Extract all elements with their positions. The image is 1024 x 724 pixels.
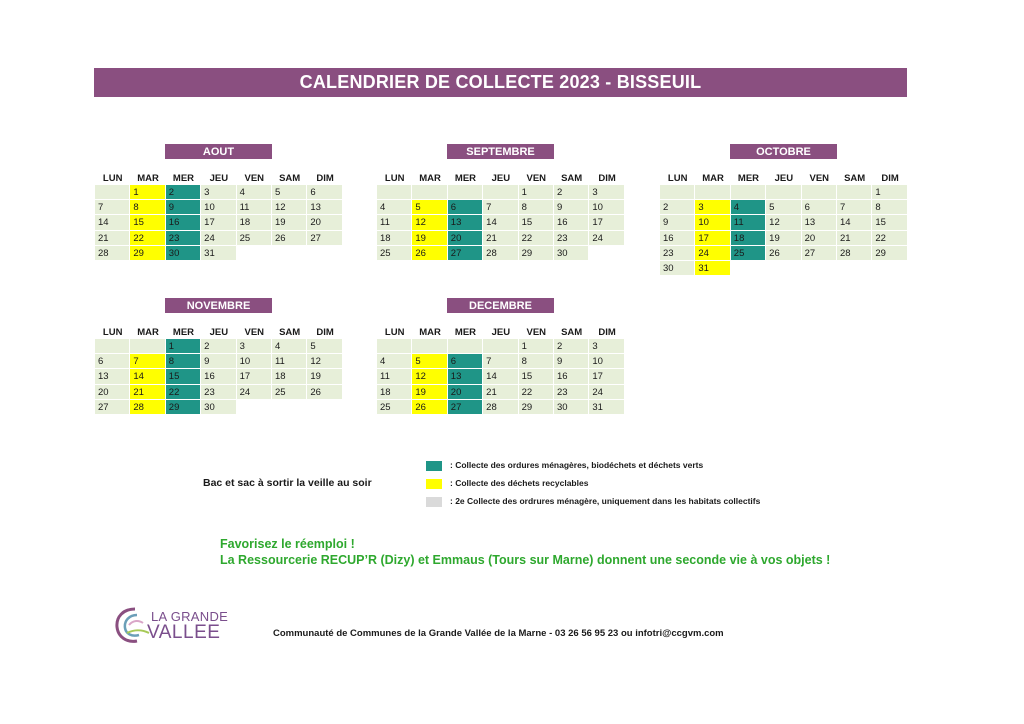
day-cell: 23 bbox=[554, 385, 589, 400]
day-cell: 22 bbox=[519, 385, 554, 400]
day-cell: 27 bbox=[307, 231, 342, 246]
weekday-label: MER bbox=[454, 173, 477, 184]
weekday-label: VEN bbox=[244, 327, 265, 338]
week-row bbox=[377, 354, 625, 369]
day-cell: 13 bbox=[802, 215, 837, 230]
day-cell: 5 bbox=[272, 185, 307, 200]
day-cell: 15 bbox=[130, 215, 165, 230]
week-row bbox=[95, 185, 343, 200]
week-row bbox=[377, 185, 625, 200]
empty-day-cell bbox=[237, 246, 272, 261]
month-title: OCTOBRE bbox=[730, 144, 837, 159]
day-cell: 26 bbox=[272, 231, 307, 246]
day-cell: 18 bbox=[237, 215, 272, 230]
day-cell: 18 bbox=[377, 385, 412, 400]
empty-day-cell bbox=[377, 185, 412, 200]
empty-day-cell bbox=[837, 185, 872, 200]
day-cell: 24 bbox=[201, 231, 236, 246]
weekday-label: DIM bbox=[598, 173, 616, 184]
week-row bbox=[95, 215, 343, 230]
day-cell: 2 bbox=[554, 339, 589, 354]
legend-label: : Collecte des déchets recyclables bbox=[450, 478, 589, 488]
day-cell: 28 bbox=[483, 400, 518, 415]
day-cell: 2 bbox=[201, 339, 236, 354]
day-cell: 3 bbox=[695, 200, 730, 215]
weekday-label: MAR bbox=[137, 327, 159, 338]
day-cell: 16 bbox=[166, 215, 201, 230]
day-cell: 18 bbox=[731, 231, 766, 246]
day-cell: 16 bbox=[554, 215, 589, 230]
day-cell: 1 bbox=[166, 339, 201, 354]
week-row bbox=[95, 400, 343, 415]
weekday-label: MAR bbox=[702, 173, 724, 184]
day-cell: 1 bbox=[872, 185, 907, 200]
day-cell: 27 bbox=[448, 400, 483, 415]
day-cell: 2 bbox=[166, 185, 201, 200]
day-cell: 2 bbox=[660, 200, 695, 215]
day-cell: 12 bbox=[766, 215, 801, 230]
empty-day-cell bbox=[448, 185, 483, 200]
day-cell: 26 bbox=[412, 400, 447, 415]
footer-contact: Communauté de Communes de la Grande Vallée de la Marne - 03 26 56 95 23 ou infotri@ccgvm.com bbox=[273, 628, 724, 639]
day-cell: 25 bbox=[272, 385, 307, 400]
day-cell: 19 bbox=[766, 231, 801, 246]
week-row bbox=[377, 385, 625, 400]
week-row bbox=[660, 231, 908, 246]
day-cell: 28 bbox=[837, 246, 872, 261]
day-cell: 15 bbox=[519, 215, 554, 230]
day-cell: 21 bbox=[95, 231, 130, 246]
week-row bbox=[95, 385, 343, 400]
day-cell: 30 bbox=[554, 246, 589, 261]
logo-text-line2: VALLEE bbox=[147, 622, 221, 643]
day-cell: 7 bbox=[130, 354, 165, 369]
weekday-header bbox=[95, 172, 343, 185]
day-cell: 25 bbox=[731, 246, 766, 261]
weekday-label: MER bbox=[454, 327, 477, 338]
weekday-label: JEU bbox=[209, 327, 229, 338]
weekday-label: MER bbox=[737, 173, 760, 184]
day-cell: 17 bbox=[589, 369, 624, 384]
day-cell: 10 bbox=[589, 200, 624, 215]
day-cell: 11 bbox=[731, 215, 766, 230]
week-row bbox=[377, 246, 625, 261]
week-row bbox=[660, 261, 908, 276]
day-cell: 8 bbox=[872, 200, 907, 215]
empty-day-cell bbox=[766, 185, 801, 200]
empty-day-cell bbox=[766, 261, 801, 276]
day-cell: 5 bbox=[412, 200, 447, 215]
day-cell: 20 bbox=[448, 385, 483, 400]
day-cell: 22 bbox=[519, 231, 554, 246]
weekday-label: SAM bbox=[561, 327, 583, 338]
weekday-header bbox=[377, 172, 625, 185]
day-cell: 23 bbox=[166, 231, 201, 246]
day-cell: 29 bbox=[519, 246, 554, 261]
day-cell: 23 bbox=[660, 246, 695, 261]
day-cell: 7 bbox=[483, 200, 518, 215]
day-cell: 24 bbox=[589, 231, 624, 246]
day-cell: 7 bbox=[837, 200, 872, 215]
day-cell: 9 bbox=[660, 215, 695, 230]
day-cell: 24 bbox=[237, 385, 272, 400]
day-cell: 14 bbox=[483, 369, 518, 384]
day-cell: 6 bbox=[307, 185, 342, 200]
day-cell: 9 bbox=[166, 200, 201, 215]
day-cell: 18 bbox=[377, 231, 412, 246]
day-cell: 7 bbox=[483, 354, 518, 369]
day-cell: 25 bbox=[237, 231, 272, 246]
day-cell: 17 bbox=[237, 369, 272, 384]
empty-day-cell bbox=[731, 185, 766, 200]
weekday-label: LUN bbox=[384, 327, 405, 338]
day-cell: 8 bbox=[130, 200, 165, 215]
day-cell: 4 bbox=[272, 339, 307, 354]
day-cell: 11 bbox=[237, 200, 272, 215]
weekday-header bbox=[660, 172, 908, 185]
empty-day-cell bbox=[130, 339, 165, 354]
day-cell: 26 bbox=[307, 385, 342, 400]
month-title: SEPTEMBRE bbox=[447, 144, 554, 159]
day-cell: 20 bbox=[95, 385, 130, 400]
day-cell: 29 bbox=[519, 400, 554, 415]
day-cell: 2 bbox=[554, 185, 589, 200]
week-row bbox=[377, 339, 625, 354]
legend-swatch bbox=[426, 479, 442, 489]
day-cell: 29 bbox=[166, 400, 201, 415]
day-cell: 10 bbox=[201, 200, 236, 215]
month-title: AOUT bbox=[165, 144, 272, 159]
empty-day-cell bbox=[95, 185, 130, 200]
day-cell: 17 bbox=[201, 215, 236, 230]
day-cell: 3 bbox=[589, 185, 624, 200]
day-cell: 13 bbox=[95, 369, 130, 384]
week-row bbox=[377, 215, 625, 230]
day-cell: 14 bbox=[837, 215, 872, 230]
day-cell: 28 bbox=[95, 246, 130, 261]
month-grid bbox=[95, 339, 343, 415]
day-cell: 26 bbox=[766, 246, 801, 261]
weekday-header bbox=[95, 326, 343, 339]
day-cell: 21 bbox=[483, 385, 518, 400]
day-cell: 30 bbox=[201, 400, 236, 415]
day-cell: 8 bbox=[519, 200, 554, 215]
day-cell: 14 bbox=[483, 215, 518, 230]
month-grid bbox=[377, 339, 625, 415]
day-cell: 13 bbox=[448, 215, 483, 230]
day-cell: 22 bbox=[130, 231, 165, 246]
day-cell: 21 bbox=[483, 231, 518, 246]
day-cell: 1 bbox=[519, 339, 554, 354]
weekday-label: DIM bbox=[316, 173, 334, 184]
day-cell: 1 bbox=[519, 185, 554, 200]
empty-day-cell bbox=[377, 339, 412, 354]
day-cell: 30 bbox=[660, 261, 695, 276]
day-cell: 28 bbox=[483, 246, 518, 261]
week-row bbox=[377, 231, 625, 246]
day-cell: 28 bbox=[130, 400, 165, 415]
day-cell: 10 bbox=[589, 354, 624, 369]
day-cell: 24 bbox=[589, 385, 624, 400]
day-cell: 11 bbox=[377, 215, 412, 230]
week-row bbox=[95, 339, 343, 354]
week-row bbox=[660, 246, 908, 261]
day-cell: 27 bbox=[448, 246, 483, 261]
day-cell: 19 bbox=[307, 369, 342, 384]
weekday-label: LUN bbox=[384, 173, 405, 184]
legend-label: : Collecte des ordures ménagères, biodéchets et déchets verts bbox=[450, 460, 704, 470]
day-cell: 23 bbox=[554, 231, 589, 246]
day-cell: 23 bbox=[201, 385, 236, 400]
day-cell: 4 bbox=[377, 200, 412, 215]
day-cell: 15 bbox=[166, 369, 201, 384]
week-row bbox=[377, 369, 625, 384]
day-cell: 3 bbox=[237, 339, 272, 354]
empty-day-cell bbox=[307, 400, 342, 415]
day-cell: 6 bbox=[802, 200, 837, 215]
day-cell: 16 bbox=[201, 369, 236, 384]
empty-day-cell bbox=[307, 246, 342, 261]
weekday-label: LUN bbox=[667, 173, 688, 184]
day-cell: 19 bbox=[412, 231, 447, 246]
day-cell: 22 bbox=[166, 385, 201, 400]
empty-day-cell bbox=[483, 339, 518, 354]
day-cell: 9 bbox=[554, 354, 589, 369]
day-cell: 12 bbox=[412, 215, 447, 230]
day-cell: 29 bbox=[872, 246, 907, 261]
week-row bbox=[95, 246, 343, 261]
weekday-label: DIM bbox=[598, 327, 616, 338]
weekday-label: MER bbox=[172, 173, 195, 184]
weekday-label: MER bbox=[172, 327, 195, 338]
week-row bbox=[660, 200, 908, 215]
legend-swatch bbox=[426, 461, 442, 471]
legend-swatch bbox=[426, 497, 442, 507]
day-cell: 20 bbox=[802, 231, 837, 246]
day-cell: 12 bbox=[272, 200, 307, 215]
month-grid bbox=[660, 185, 908, 276]
day-cell: 5 bbox=[307, 339, 342, 354]
weekday-label: VEN bbox=[526, 173, 547, 184]
weekday-label: LUN bbox=[102, 173, 123, 184]
day-cell: 5 bbox=[412, 354, 447, 369]
weekday-label: JEU bbox=[774, 173, 794, 184]
empty-day-cell bbox=[731, 261, 766, 276]
day-cell: 13 bbox=[448, 369, 483, 384]
day-cell: 4 bbox=[731, 200, 766, 215]
weekday-label: VEN bbox=[526, 327, 547, 338]
empty-day-cell bbox=[802, 261, 837, 276]
day-cell: 31 bbox=[695, 261, 730, 276]
day-cell: 15 bbox=[872, 215, 907, 230]
day-cell: 12 bbox=[307, 354, 342, 369]
day-cell: 11 bbox=[377, 369, 412, 384]
weekday-label: SAM bbox=[279, 327, 301, 338]
day-cell: 16 bbox=[554, 369, 589, 384]
weekday-label: DIM bbox=[881, 173, 899, 184]
day-cell: 25 bbox=[377, 400, 412, 415]
page-title: CALENDRIER DE COLLECTE 2023 - BISSEUIL bbox=[94, 68, 907, 97]
week-row bbox=[660, 215, 908, 230]
weekday-label: SAM bbox=[844, 173, 866, 184]
weekday-label: SAM bbox=[561, 173, 583, 184]
day-cell: 30 bbox=[554, 400, 589, 415]
week-row bbox=[95, 231, 343, 246]
legend-note: Bac et sac à sortir la veille au soir bbox=[203, 477, 372, 489]
day-cell: 6 bbox=[448, 354, 483, 369]
weekday-label: JEU bbox=[209, 173, 229, 184]
day-cell: 3 bbox=[201, 185, 236, 200]
day-cell: 19 bbox=[272, 215, 307, 230]
day-cell: 30 bbox=[166, 246, 201, 261]
month-grid bbox=[95, 185, 343, 261]
empty-day-cell bbox=[412, 339, 447, 354]
weekday-label: MAR bbox=[137, 173, 159, 184]
day-cell: 5 bbox=[766, 200, 801, 215]
day-cell: 19 bbox=[412, 385, 447, 400]
day-cell: 27 bbox=[95, 400, 130, 415]
weekday-label: MAR bbox=[419, 173, 441, 184]
day-cell: 15 bbox=[519, 369, 554, 384]
week-row bbox=[95, 369, 343, 384]
empty-day-cell bbox=[837, 261, 872, 276]
day-cell: 9 bbox=[554, 200, 589, 215]
day-cell: 10 bbox=[237, 354, 272, 369]
week-row bbox=[660, 185, 908, 200]
empty-day-cell bbox=[95, 339, 130, 354]
day-cell: 20 bbox=[448, 231, 483, 246]
empty-day-cell bbox=[483, 185, 518, 200]
day-cell: 17 bbox=[589, 215, 624, 230]
promo-line-1: Favorisez le réemploi ! bbox=[220, 537, 355, 551]
month-grid bbox=[377, 185, 625, 261]
day-cell: 22 bbox=[872, 231, 907, 246]
day-cell: 3 bbox=[589, 339, 624, 354]
day-cell: 6 bbox=[95, 354, 130, 369]
day-cell: 14 bbox=[130, 369, 165, 384]
day-cell: 11 bbox=[272, 354, 307, 369]
weekday-label: DIM bbox=[316, 327, 334, 338]
empty-day-cell bbox=[589, 246, 624, 261]
day-cell: 10 bbox=[695, 215, 730, 230]
day-cell: 9 bbox=[201, 354, 236, 369]
day-cell: 26 bbox=[412, 246, 447, 261]
empty-day-cell bbox=[272, 246, 307, 261]
empty-day-cell bbox=[272, 400, 307, 415]
empty-day-cell bbox=[872, 261, 907, 276]
week-row bbox=[95, 200, 343, 215]
empty-day-cell bbox=[412, 185, 447, 200]
empty-day-cell bbox=[237, 400, 272, 415]
day-cell: 21 bbox=[130, 385, 165, 400]
weekday-label: MAR bbox=[419, 327, 441, 338]
day-cell: 27 bbox=[802, 246, 837, 261]
empty-day-cell bbox=[695, 185, 730, 200]
day-cell: 8 bbox=[166, 354, 201, 369]
day-cell: 31 bbox=[201, 246, 236, 261]
weekday-label: JEU bbox=[491, 173, 511, 184]
month-title: NOVEMBRE bbox=[165, 298, 272, 313]
legend-label: : 2e Collecte des ordrures ménagère, uniquement dans les habitats collectifs bbox=[450, 496, 761, 506]
month-title: DECEMBRE bbox=[447, 298, 554, 313]
day-cell: 7 bbox=[95, 200, 130, 215]
empty-day-cell bbox=[448, 339, 483, 354]
empty-day-cell bbox=[802, 185, 837, 200]
weekday-label: JEU bbox=[491, 327, 511, 338]
promo-line-2: La Ressourcerie RECUP’R (Dizy) et Emmaus (Tours sur Marne) donnent une seconde vie à vos objets ! bbox=[220, 553, 831, 567]
day-cell: 24 bbox=[695, 246, 730, 261]
logo-text-line1: LA GRANDE bbox=[151, 609, 229, 624]
day-cell: 25 bbox=[377, 246, 412, 261]
day-cell: 13 bbox=[307, 200, 342, 215]
day-cell: 14 bbox=[95, 215, 130, 230]
day-cell: 1 bbox=[130, 185, 165, 200]
day-cell: 12 bbox=[412, 369, 447, 384]
weekday-label: SAM bbox=[279, 173, 301, 184]
empty-day-cell bbox=[660, 185, 695, 200]
day-cell: 21 bbox=[837, 231, 872, 246]
day-cell: 6 bbox=[448, 200, 483, 215]
day-cell: 17 bbox=[695, 231, 730, 246]
day-cell: 4 bbox=[237, 185, 272, 200]
weekday-label: VEN bbox=[244, 173, 265, 184]
weekday-label: LUN bbox=[102, 327, 123, 338]
day-cell: 16 bbox=[660, 231, 695, 246]
day-cell: 8 bbox=[519, 354, 554, 369]
weekday-label: VEN bbox=[809, 173, 830, 184]
week-row bbox=[377, 400, 625, 415]
day-cell: 4 bbox=[377, 354, 412, 369]
day-cell: 31 bbox=[589, 400, 624, 415]
week-row bbox=[377, 200, 625, 215]
day-cell: 18 bbox=[272, 369, 307, 384]
day-cell: 29 bbox=[130, 246, 165, 261]
weekday-header bbox=[377, 326, 625, 339]
logo bbox=[113, 603, 229, 647]
day-cell: 20 bbox=[307, 215, 342, 230]
week-row bbox=[95, 354, 343, 369]
